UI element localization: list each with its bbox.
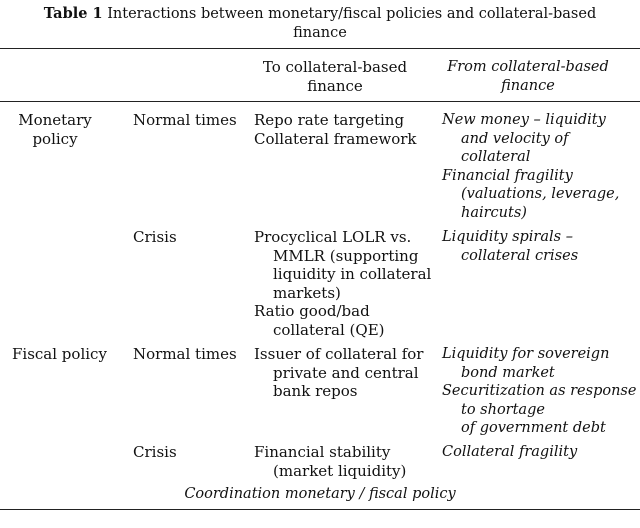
state-crisis-fiscal: Crisis: [133, 443, 177, 461]
column-header-to: To collateral-based finance: [262, 58, 408, 95]
cell-monetary-normal-to: Repo rate targeting Collateral framework: [254, 111, 417, 148]
row-label-fiscal-policy: Fiscal policy: [12, 345, 107, 363]
table-title: Interactions between monetary/fiscal policies and collateral-based: [107, 6, 597, 22]
header-rule: [0, 101, 640, 102]
cell-monetary-normal-from: New money – liquidity and velocity of collateral Financial fragility (valuations, leverage, haircuts): [442, 112, 620, 221]
row-label-monetary-policy: Monetary policy: [18, 111, 92, 148]
cell-fiscal-normal-from: Liquidity for sovereign bond market Securitization as response to shortage of government debt: [442, 346, 637, 436]
cell-monetary-crisis-from: Liquidity spirals – collateral crises: [442, 229, 579, 264]
cell-fiscal-crisis-from: Collateral fragility: [442, 444, 578, 460]
column-header-from: From collateral-based finance: [447, 59, 609, 94]
table-label: Table 1: [43, 5, 103, 22]
table-caption: [8, 4, 632, 43]
state-normal-times-monetary: Normal times: [133, 111, 237, 129]
cell-fiscal-crisis-to: Financial stability (market liquidity): [254, 443, 407, 480]
table-title-continuation: finance: [293, 25, 347, 41]
cell-monetary-crisis-to: Procyclical LOLR vs. MMLR (supporting liquidity in collateral markets) Ratio good/bad collateral (QE): [254, 228, 432, 339]
state-normal-times-fiscal: Normal times: [133, 345, 237, 363]
top-rule: [0, 48, 640, 49]
coordination-footer: Coordination monetary / fiscal policy: [184, 486, 456, 502]
cell-fiscal-normal-to: Issuer of collateral for private and central bank repos: [254, 345, 424, 400]
bottom-rule: [0, 509, 640, 510]
state-crisis-monetary: Crisis: [133, 228, 177, 246]
